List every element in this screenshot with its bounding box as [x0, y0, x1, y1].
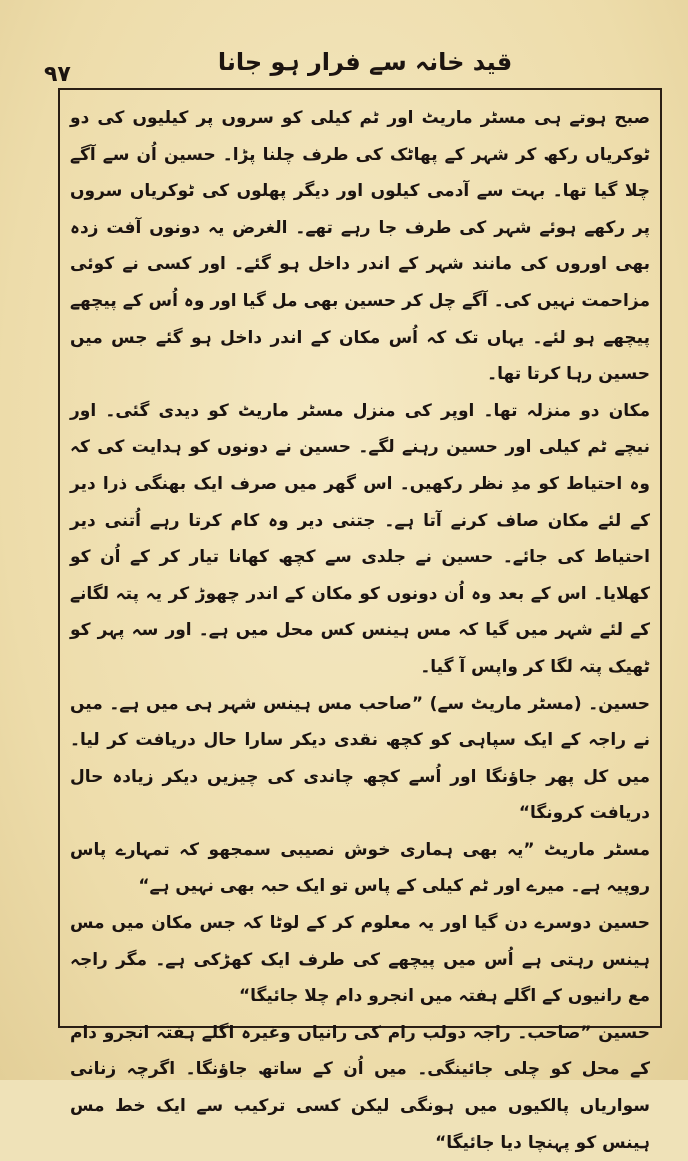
paragraph: مکان دو منزلہ تھا۔ اوپر کی منزل مسٹر ماریٹ کو دیدی گئی۔ اور نیچے ٹم کیلی اور حسین رہنے لگے۔ حسین نے دونوں کو ہدایت کی کہ وہ احتیاط کو مدِ نظر رکھیں۔ اس گھر میں صرف ایک بھنگی ذرا دیر کے لئے مکان صاف کرنے آتا ہے۔ جتنی دیر وہ کام کرتا رہے اُتنی دیر احتیاط کی جائے۔ حسین نے جلدی سے کچھ کھانا تیار کر کے اُن کو کھلایا۔ اس کے بعد وہ اُن دونوں کو مکان کے اندر چھوڑ کر یہ پتہ لگانے کے لئے شہر میں گیا کہ مس ہینس کس محل میں ہے۔ اور سہ پہر کو ٹھیک پتہ لگا کر واپس آ گیا۔ — [70, 400, 650, 677]
page-number: ۹۷ — [44, 62, 71, 87]
paragraph: مسٹر ماریٹ ”یہ بھی ہماری خوش نصیبی سمجھو کہ تمہارے پاس روپیہ ہے۔ میرے اور ٹم کیلی کے پاس تو ایک حبہ بھی نہیں ہے“ — [70, 839, 650, 897]
paragraph: حسین ”صاحب۔ راجہ دولب رام کی رانیاں وغیرہ اگلے ہفتہ انجرو دام کے محل کو چلی جائینگی۔ میں اُن کے ساتھ جاؤنگا۔ اگرچہ زنانی سواریاں پالکیوں میں ہونگی لیکن کسی ترکیب سے ایک خط مس ہینس کو پہنچا دیا جائیگا“ — [70, 1022, 650, 1153]
paragraph: حسین دوسرے دن گیا اور یہ معلوم کر کے لوٹا کہ جس مکان میں مس ہینس رہتی ہے اُس میں پیچھے کی طرف ایک کھڑکی ہے۔ مگر راجہ مع رانیوں کے اگلے ہفتہ میں انجرو دام چلا جائیگا“ — [70, 913, 650, 1007]
text-body — [70, 100, 650, 1153]
running-head: قید خانہ سے فرار ہو جانا — [217, 48, 513, 76]
paragraph: صبح ہوتے ہی مسٹر ماریٹ اور ٹم کیلی کو سروں پر کیلیوں کی دو ٹوکریاں رکھ کر شہر کے پھاٹک کی طرف چلنا پڑا۔ حسین اُن سے آگے چلا گیا تھا۔ بہت سے آدمی کیلوں اور دیگر پھلوں کی ٹوکریاں سروں پر رکھے ہوئے شہر کی طرف جا رہے تھے۔ الغرض یہ دونوں آفت زدہ بھی اوروں کی مانند شہر کے اندر داخل ہو گئے۔ اور کسی نے کوئی مزاحمت نہیں کی۔ آگے چل کر حسین بھی مل گیا اور وہ اُس کے پیچھے پیچھے ہو لئے۔ یہاں تک کہ اُس مکان کے اندر داخل ہو گئے جس میں حسین رہا کرتا تھا۔ — [70, 108, 650, 385]
paragraph: حسین۔ (مسٹر ماریٹ سے) ”صاحب مس ہینس شہر ہی میں ہے۔ میں نے راجہ کے ایک سپاہی کو کچھ نقدی دیکر سارا حال دریافت کر لیا۔ میں کل پھر جاؤنگا اور اُسے کچھ چاندی کی چیزیں دیکر زیادہ حال دریافت کرونگا“ — [70, 693, 650, 824]
